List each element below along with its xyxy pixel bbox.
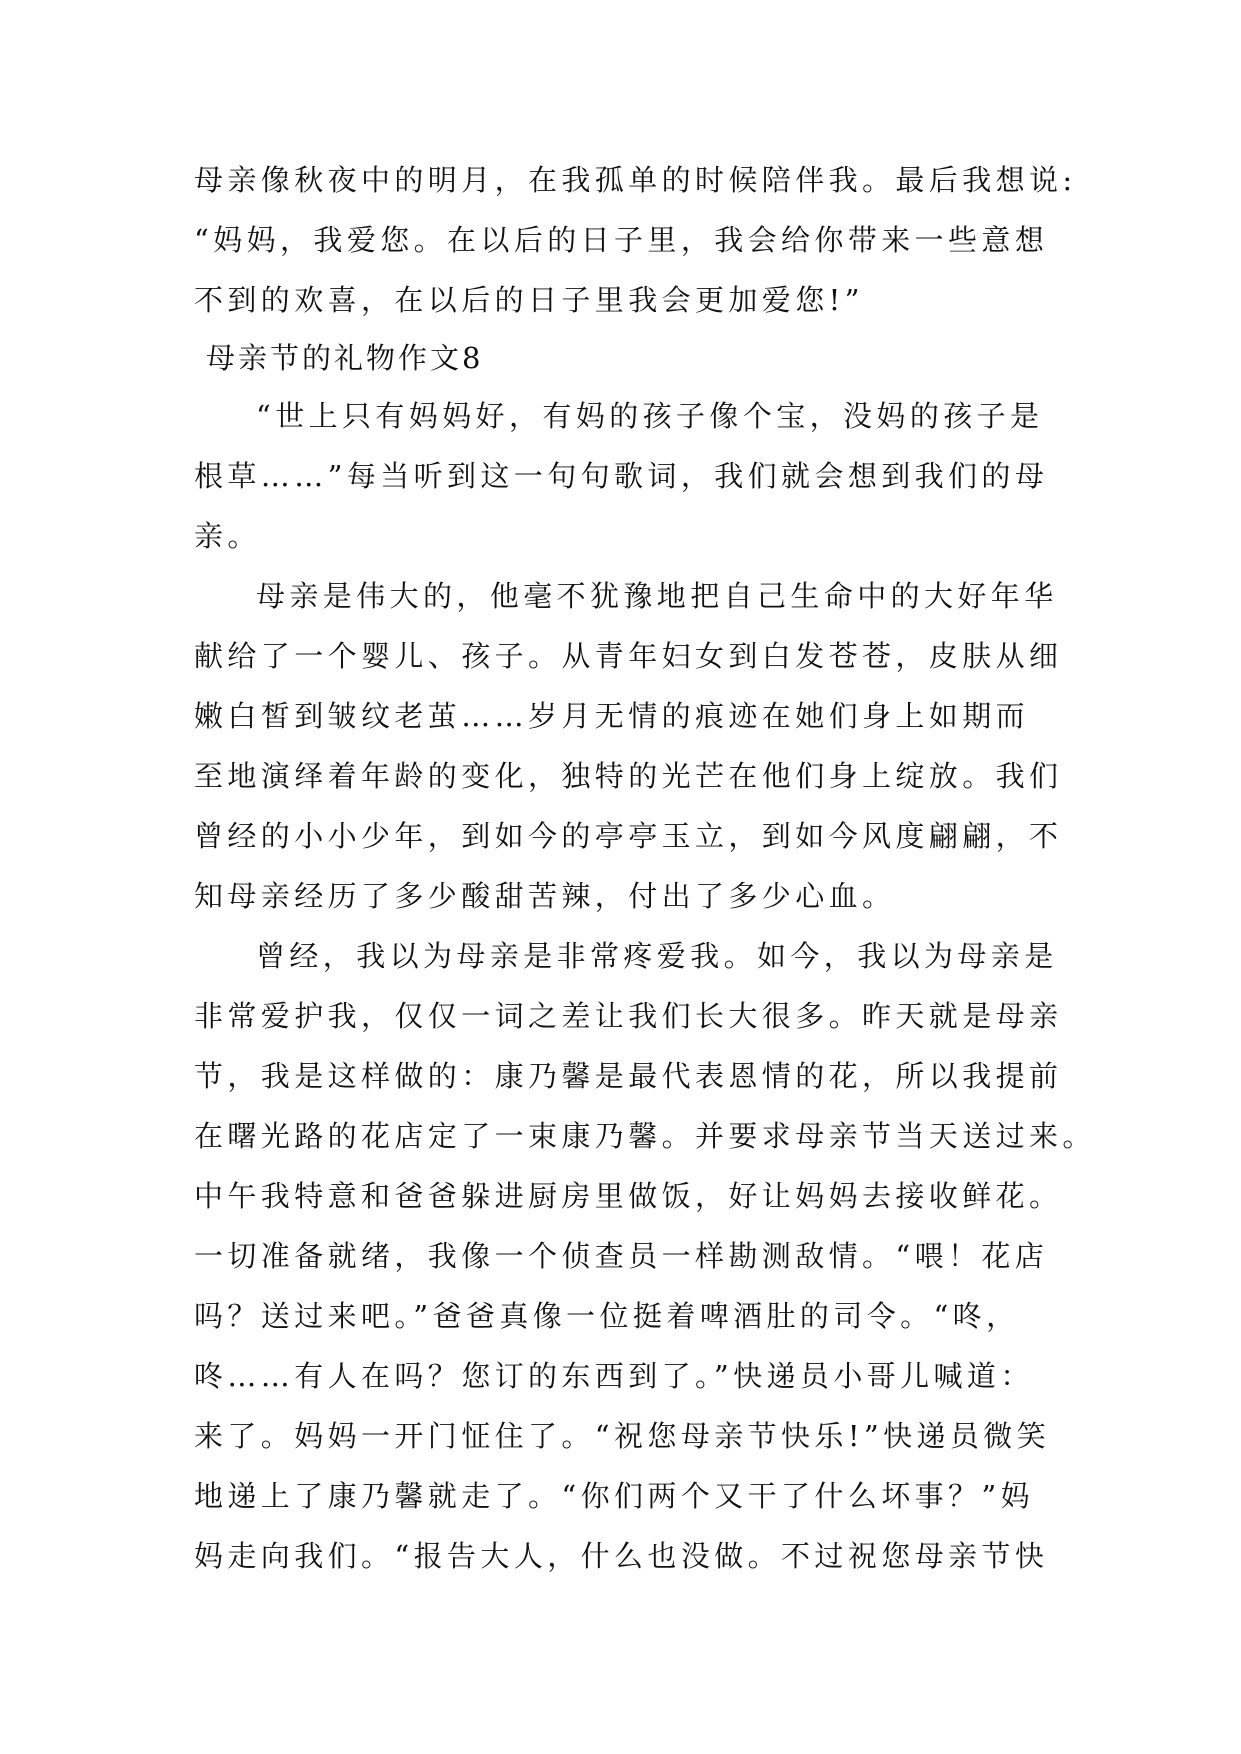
text-line: 不到的欢喜，在以后的日子里我会更加爱您!” [194,283,864,317]
text-line: 非常爱护我，仅仅一词之差让我们长大很多。昨天就是母亲 [194,999,1063,1033]
text-line: 一切准备就绪，我像一个侦查员一样勘测敌情。“喂！花店 [194,1239,1049,1273]
text-line: 咚……有人在吗？您订的东西到了。”快递员小哥儿喊道： [194,1359,1034,1393]
paragraph-first-line: 曾经，我以为母亲是非常疼爱我。如今，我以为母亲是 [256,939,1058,973]
text-line: “妈妈，我爱您。在以后的日子里，我会给你带来一些意想 [194,223,1049,257]
text-line: 妈走向我们。“报告大人，什么也没做。不过祝您母亲节快 [194,1539,1049,1573]
text-line: 嫩白皙到皱纹老茧……岁月无情的痕迹在她们身上如期而 [194,699,1030,733]
section-title: 母亲节的礼物作文8 [206,341,484,375]
text-line: 亲。 [194,519,261,553]
text-line: 母亲像秋夜中的明月，在我孤单的时候陪伴我。最后我想说: [194,163,1077,197]
text-line: 地递上了康乃馨就走了。“你们两个又干了什么坏事？”妈 [194,1479,1035,1513]
text-line: 吗？送过来吧。”爸爸真像一位挺着啤酒肚的司令。“咚， [194,1299,1020,1333]
text-line: 节，我是这样做的：康乃馨是最代表恩情的花，所以我提前 [194,1059,1063,1093]
paragraph-first-line: “世上只有妈妈好，有妈的孩子像个宝，没妈的孩子是 [256,399,1044,433]
text-line: 献给了一个婴儿、孩子。从青年妇女到白发苍苍，皮肤从细 [194,639,1063,673]
text-line: 根草……”每当听到这一句句歌词，我们就会想到我们的母 [194,459,1049,493]
text-line: 来了。妈妈一开门怔住了。“祝您母亲节快乐!”快递员微笑 [194,1419,1051,1453]
text-line: 至地演绎着年龄的变化，独特的光芒在他们身上绽放。我们 [194,759,1063,793]
text-line: 知母亲经历了多少酸甜苦辣，付出了多少心血。 [194,879,896,913]
text-line: 中午我特意和爸爸躲进厨房里做饭，好让妈妈去接收鲜花。 [194,1179,1063,1213]
text-line: 曾经的小小少年，到如今的亭亭玉立，到如今风度翩翩，不 [194,819,1063,853]
paragraph-first-line: 母亲是伟大的，他毫不犹豫地把自己生命中的大好年华 [256,579,1058,613]
text-line: 在曙光路的花店定了一束康乃馨。并要求母亲节当天送过来。 [194,1119,1096,1153]
